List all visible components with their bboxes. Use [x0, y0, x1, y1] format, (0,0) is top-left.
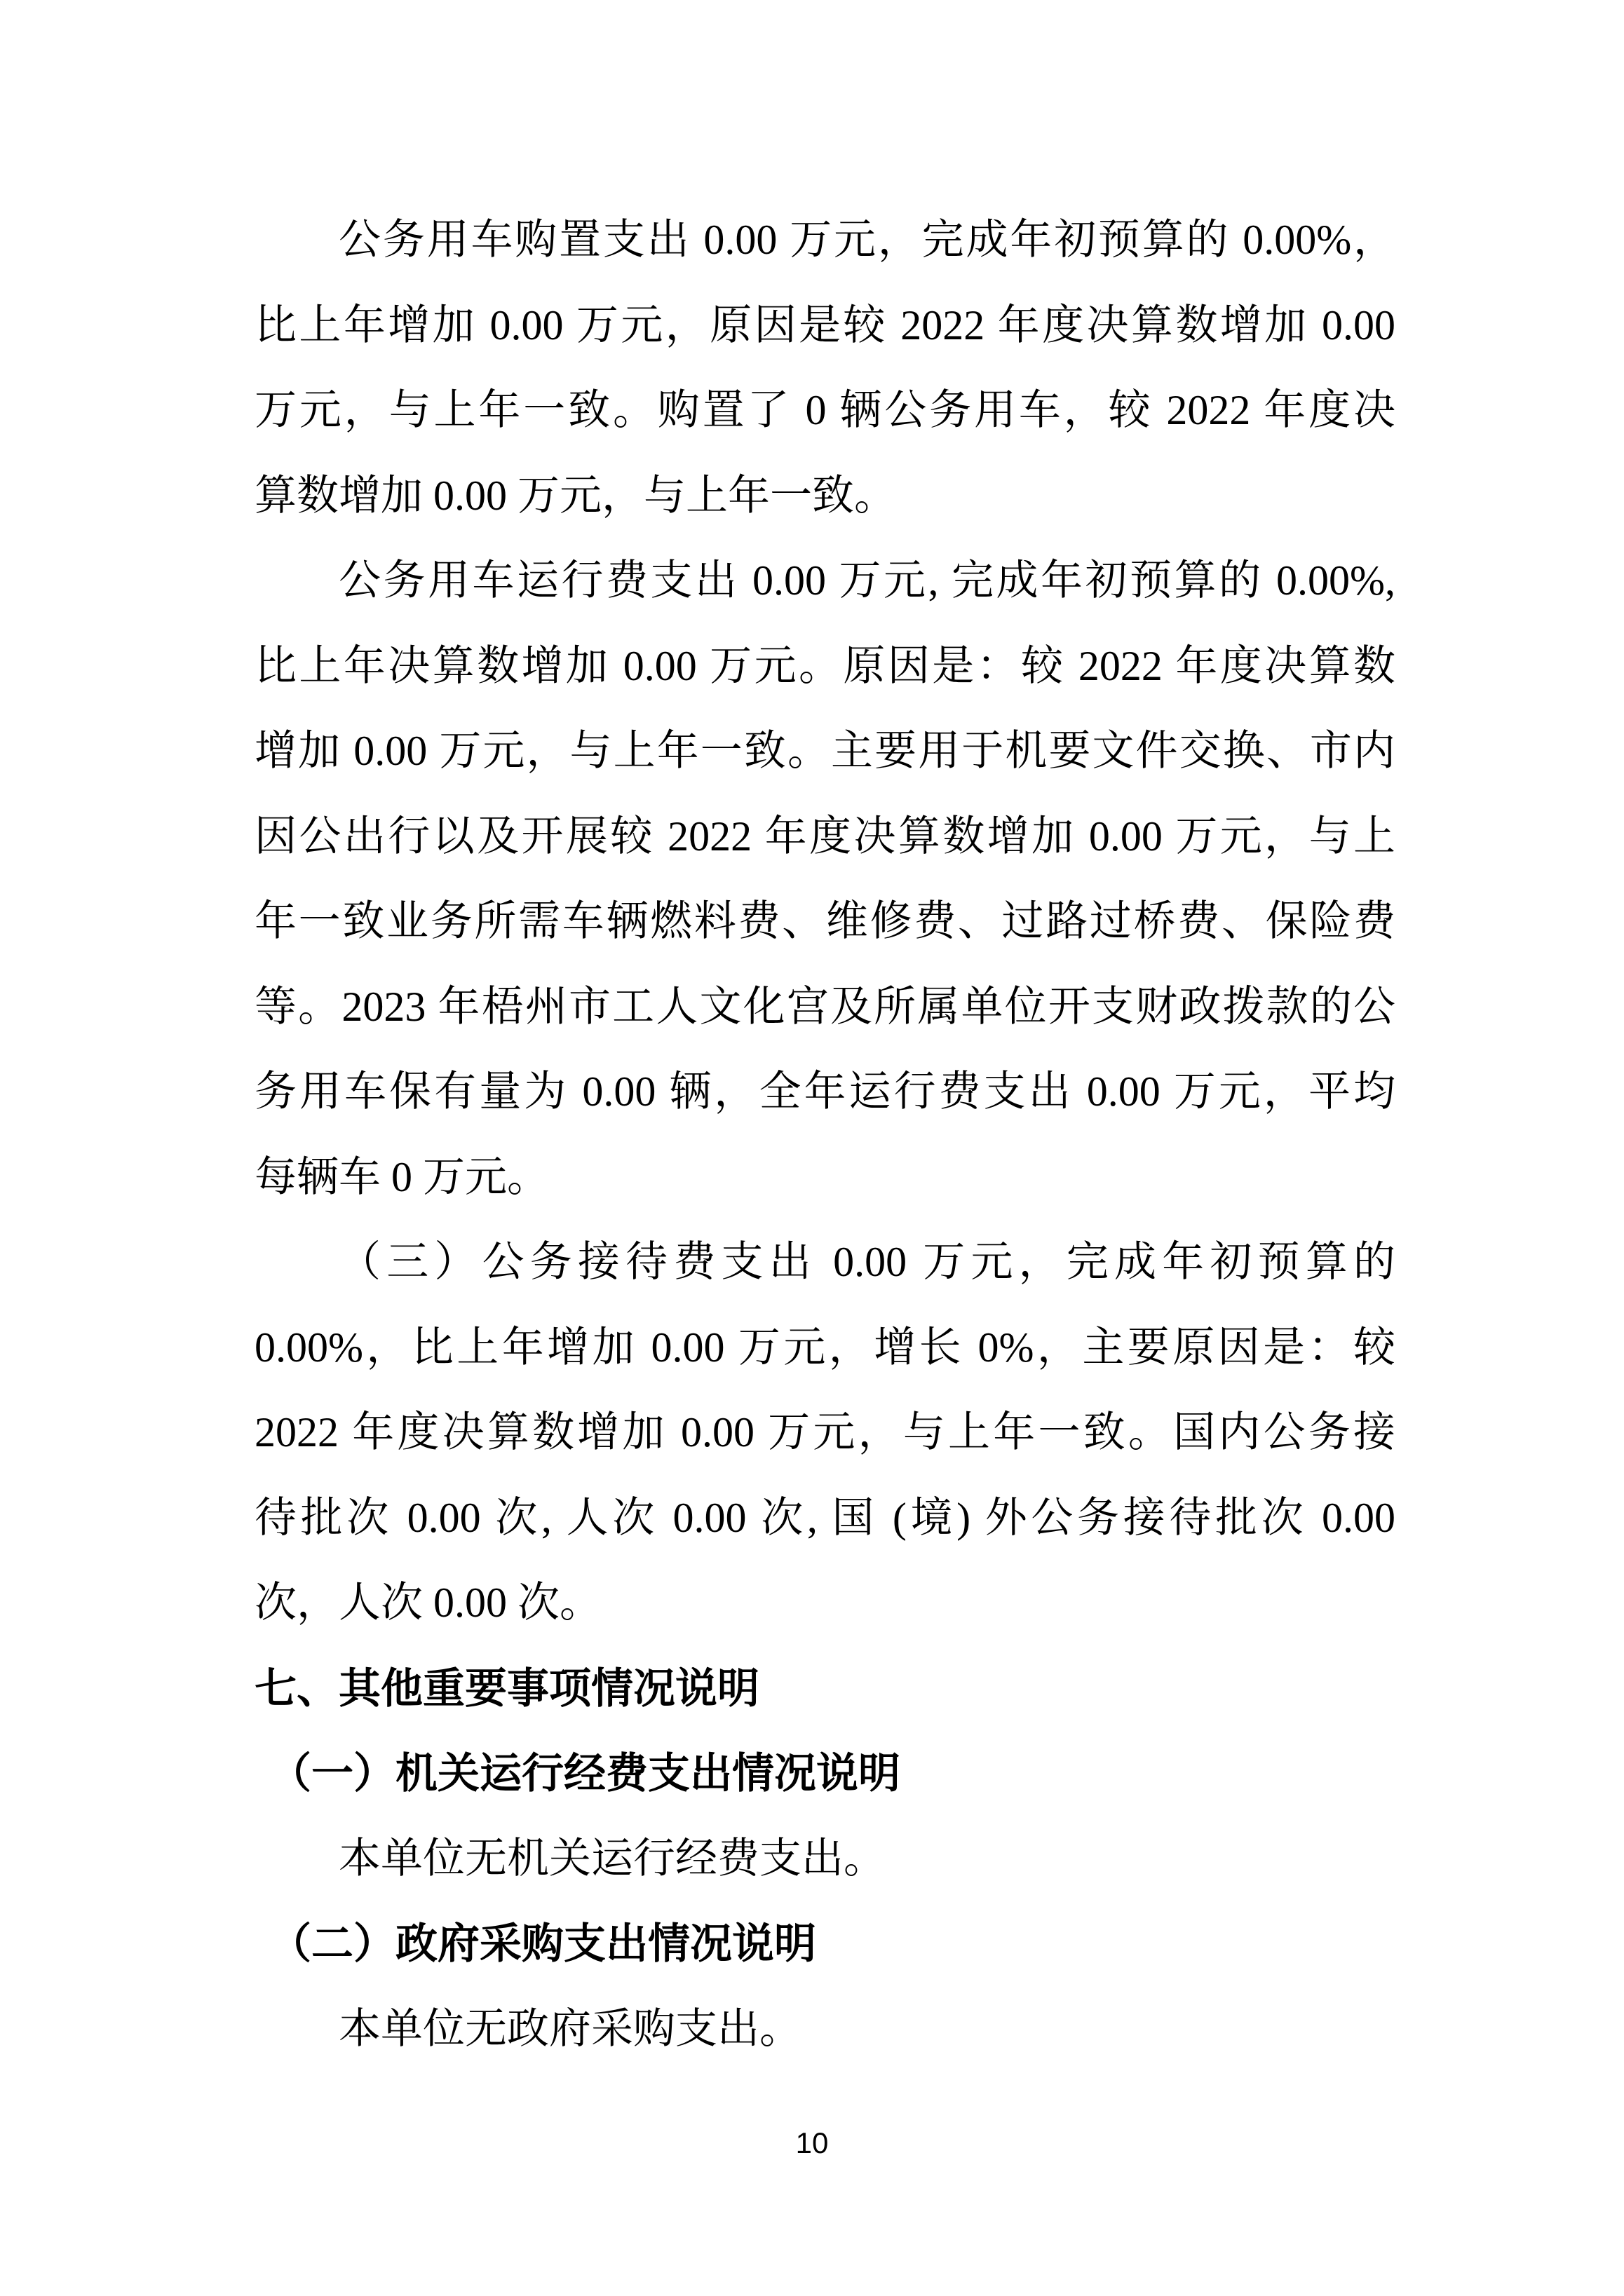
- paragraph2-line6: 等。2023 年梧州市工人文化宫及所属单位开支财政拨款的公: [255, 983, 1395, 1030]
- paragraph1-line1: 公务用车购置支出 0.00 万元，完成年初预算的 0.00%，: [339, 217, 1395, 263]
- paragraph3-line2: 0.00%，比上年增加 0.00 万元，增长 0%，主要原因是：较: [255, 1324, 1395, 1371]
- paragraph3-line3: 2022 年度决算数增加 0.00 万元，与上年一致。国内公务接: [255, 1409, 1395, 1455]
- paragraph3-line1: （三）公务接待费支出 0.00 万元，完成年初预算的: [339, 1239, 1395, 1285]
- paragraph2-line1: 公务用车运行费支出 0.00 万元, 完成年初预算的 0.00%,: [339, 557, 1395, 604]
- sub-body-2: 本单位无政府采购支出。: [339, 2005, 801, 2052]
- paragraph2-line5: 年一致业务所需车辆燃料费、维修费、过路过桥费、保险费: [255, 898, 1395, 944]
- paragraph1-line4: 算数增加 0.00 万元，与上年一致。: [255, 472, 896, 519]
- sub-heading-1: （一）机关运行经费支出情况说明: [269, 1750, 900, 1797]
- section-heading: 七、其他重要事项情况说明: [255, 1664, 759, 1712]
- paragraph2-line4: 因公出行以及开展较 2022 年度决算数增加 0.00 万元，与上: [255, 813, 1395, 860]
- paragraph3-line4: 待批次 0.00 次, 人次 0.00 次, 国 (境) 外公务接待批次 0.00: [255, 1494, 1395, 1541]
- document-body: [255, 198, 1395, 2072]
- sub-body-1: 本单位无机关运行经费支出。: [339, 1835, 886, 1882]
- paragraph3-line5: 次，人次 0.00 次。: [255, 1580, 602, 1626]
- paragraph1-line2: 比上年增加 0.00 万元，原因是较 2022 年度决算数增加 0.00: [255, 301, 1395, 348]
- page-number: 10: [795, 2126, 829, 2159]
- paragraph2-line7: 务用车保有量为 0.00 辆，全年运行费支出 0.00 万元，平均: [255, 1068, 1395, 1115]
- sub-heading-2: （二）政府采购支出情况说明: [269, 1920, 816, 1967]
- paragraph1-line3: 万元，与上年一致。购置了 0 辆公务用车，较 2022 年度决: [255, 387, 1395, 433]
- paragraph2-line2: 比上年决算数增加 0.00 万元。原因是：较 2022 年度决算数: [255, 642, 1395, 689]
- paragraph2-line3: 增加 0.00 万元，与上年一致。主要用于机要文件交换、市内: [255, 728, 1395, 774]
- paragraph2-line8: 每辆车 0 万元。: [255, 1153, 549, 1200]
